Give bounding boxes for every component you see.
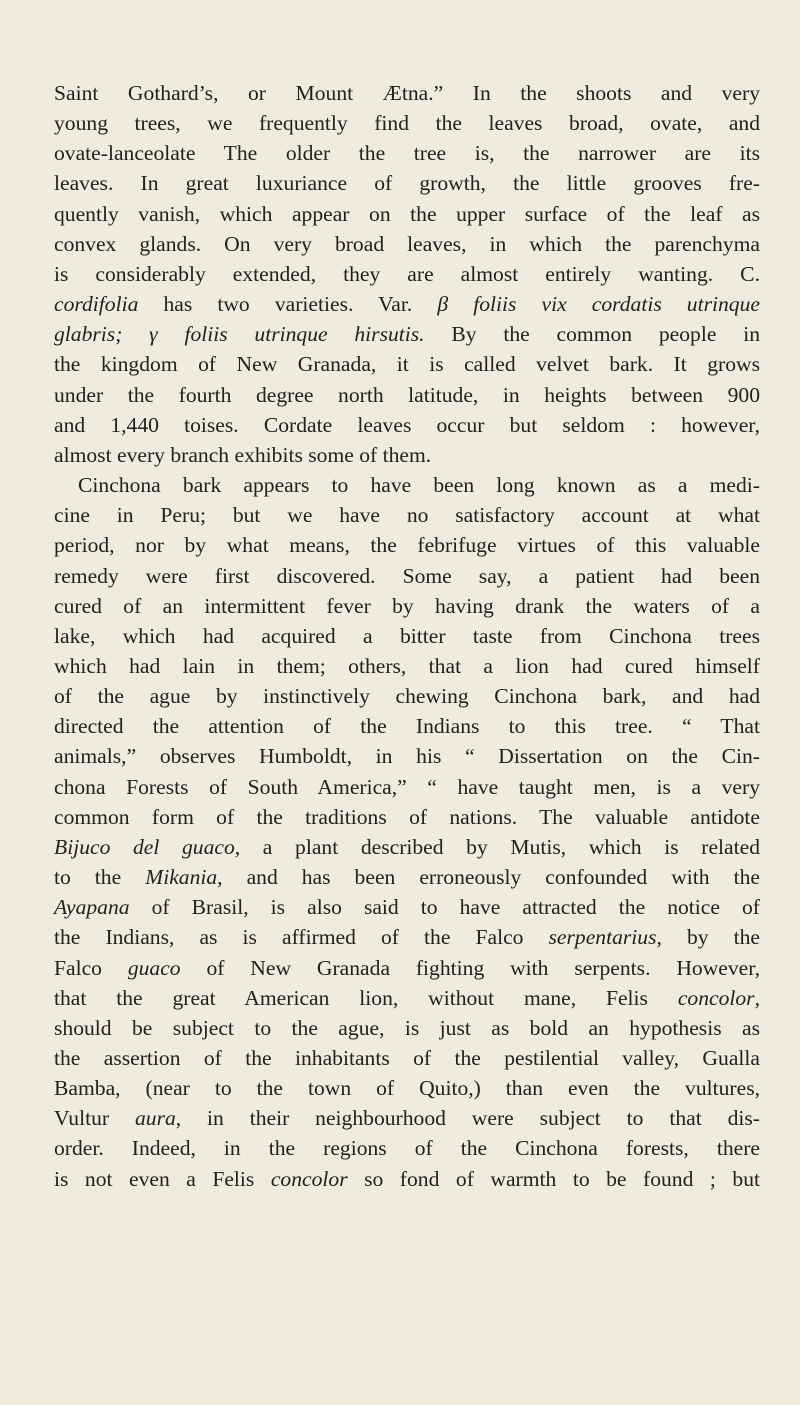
text-line — [54, 741, 760, 771]
text-segment: which had lain in them; others, that a lion had cured himself — [54, 653, 760, 678]
text-line — [54, 440, 760, 470]
text-line — [54, 953, 760, 983]
italic-text: Ayapana — [54, 895, 130, 920]
text-line — [54, 832, 760, 862]
text-line — [54, 229, 760, 259]
text-segment: to the — [54, 865, 146, 890]
text-segment: and 1,440 toises. Cordate leaves occur but seldom : however, — [54, 412, 760, 437]
italic-text: glabris; γ foliis utrinque hirsutis. — [54, 322, 425, 347]
text-segment: should be subject to the ague, is just as bold an hypothesis as — [54, 1015, 760, 1040]
text-line — [54, 470, 760, 500]
text-line — [54, 651, 760, 681]
text-segment: of New Granada fighting with serpents. However, — [180, 955, 760, 980]
text-line — [54, 772, 760, 802]
text-line — [54, 199, 760, 229]
text-segment: , by the — [656, 925, 760, 950]
text-segment: has two varieties. Var. — [138, 292, 438, 317]
text-line — [54, 621, 760, 651]
text-line — [54, 922, 760, 952]
text-line — [54, 500, 760, 530]
text-line — [54, 138, 760, 168]
italic-text: concolor — [677, 985, 755, 1010]
text-line — [54, 319, 760, 349]
text-line — [54, 892, 760, 922]
text-segment: so fond of warmth to be found ; but — [347, 1166, 760, 1191]
text-segment: the kingdom of New Granada, it is called velvet bark. It grows — [54, 352, 760, 377]
text-line — [54, 168, 760, 198]
body-text — [54, 78, 760, 1194]
text-line — [54, 259, 760, 289]
text-line — [54, 1103, 760, 1133]
text-segment: , in their neighbourhood were subject to that dis- — [175, 1106, 760, 1131]
text-line — [54, 681, 760, 711]
text-segment: young trees, we frequently find the leaves broad, ovate, and — [54, 111, 760, 136]
text-line — [54, 380, 760, 410]
text-line — [54, 983, 760, 1013]
text-line — [54, 1133, 760, 1163]
text-line — [54, 1013, 760, 1043]
italic-text: Mikania — [145, 865, 218, 890]
text-segment: cine in Peru; but we have no satisfactory account at what — [54, 503, 760, 528]
text-segment: , — [754, 985, 760, 1010]
text-segment: Bamba, (near to the town of Quito,) than even the vultures, — [54, 1076, 760, 1101]
text-line — [54, 1043, 760, 1073]
text-line — [54, 591, 760, 621]
text-segment: chona Forests of South America,” “ have taught men, is a very — [54, 774, 760, 799]
text-line — [54, 802, 760, 832]
text-segment: period, nor by what means, the febrifuge virtues of this valuable — [54, 533, 760, 558]
text-segment: convex glands. On very broad leaves, in which the parenchyma — [54, 231, 760, 256]
text-segment: directed the attention of the Indians to this tree. “ That — [54, 714, 760, 739]
text-line — [54, 289, 760, 319]
text-segment: is not even a Felis — [54, 1166, 271, 1191]
text-segment: that the great American lion, without mane, Felis — [54, 985, 678, 1010]
text-segment: , and has been erroneously confounded with the — [217, 865, 760, 890]
text-segment: order. Indeed, in the regions of the Cinchona forests, there — [54, 1136, 760, 1161]
text-segment: By the common people in — [424, 322, 760, 347]
text-segment: almost every branch exhibits some of them. — [54, 442, 432, 467]
text-line — [54, 561, 760, 591]
text-segment: common form of the traditions of nations. The valuable antidote — [54, 804, 760, 829]
italic-text: guaco — [127, 955, 181, 980]
italic-text: concolor — [270, 1166, 348, 1191]
text-segment: remedy were first discovered. Some say, a patient had been — [54, 563, 760, 588]
text-segment: Vultur — [54, 1106, 135, 1131]
text-line — [54, 862, 760, 892]
text-line — [54, 1164, 760, 1194]
text-segment: , a plant described by Mutis, which is related — [234, 834, 760, 859]
text-segment: under the fourth degree north latitude, in heights between 900 — [54, 382, 760, 407]
text-line — [54, 349, 760, 379]
text-segment: of the ague by instinctively chewing Cinchona bark, and had — [54, 684, 760, 709]
text-segment: of Brasil, is also said to have attracted the notice of — [129, 895, 760, 920]
text-segment: the Indians, as is affirmed of the Falco — [54, 925, 549, 950]
text-line — [54, 711, 760, 741]
text-line — [54, 530, 760, 560]
italic-text: serpentarius — [548, 925, 657, 950]
text-segment: is considerably extended, they are almost entirely wanting. C. — [54, 261, 760, 286]
italic-text: Bijuco del guaco — [54, 834, 235, 859]
text-segment: animals,” observes Humboldt, in his “ Dissertation on the Cin- — [54, 744, 760, 769]
text-segment: ovate-lanceolate The older the tree is, the narrower are its — [54, 141, 760, 166]
text-line — [54, 1073, 760, 1103]
text-line — [54, 108, 760, 138]
text-segment: leaves. In great luxuriance of growth, the little grooves fre- — [54, 171, 760, 196]
italic-text: β foliis vix cordatis utrinque — [437, 292, 760, 317]
text-segment: Saint Gothard’s, or Mount Ætna.” In the shoots and very — [54, 81, 760, 105]
text-segment: cured of an intermittent fever by having drank the waters of a — [54, 593, 760, 618]
text-segment: lake, which had acquired a bitter taste from Cinchona trees — [54, 623, 760, 648]
italic-text: cordifolia — [54, 292, 139, 317]
italic-text: aura — [134, 1106, 176, 1131]
text-line — [54, 410, 760, 440]
text-segment: quently vanish, which appear on the upper surface of the leaf as — [54, 201, 760, 226]
text-segment: Cinchona bark appears to have been long known as a medi- — [78, 473, 760, 498]
text-segment: Falco — [54, 955, 128, 980]
text-line — [54, 78, 760, 108]
text-segment: the assertion of the inhabitants of the pestilential valley, Gualla — [54, 1046, 760, 1070]
